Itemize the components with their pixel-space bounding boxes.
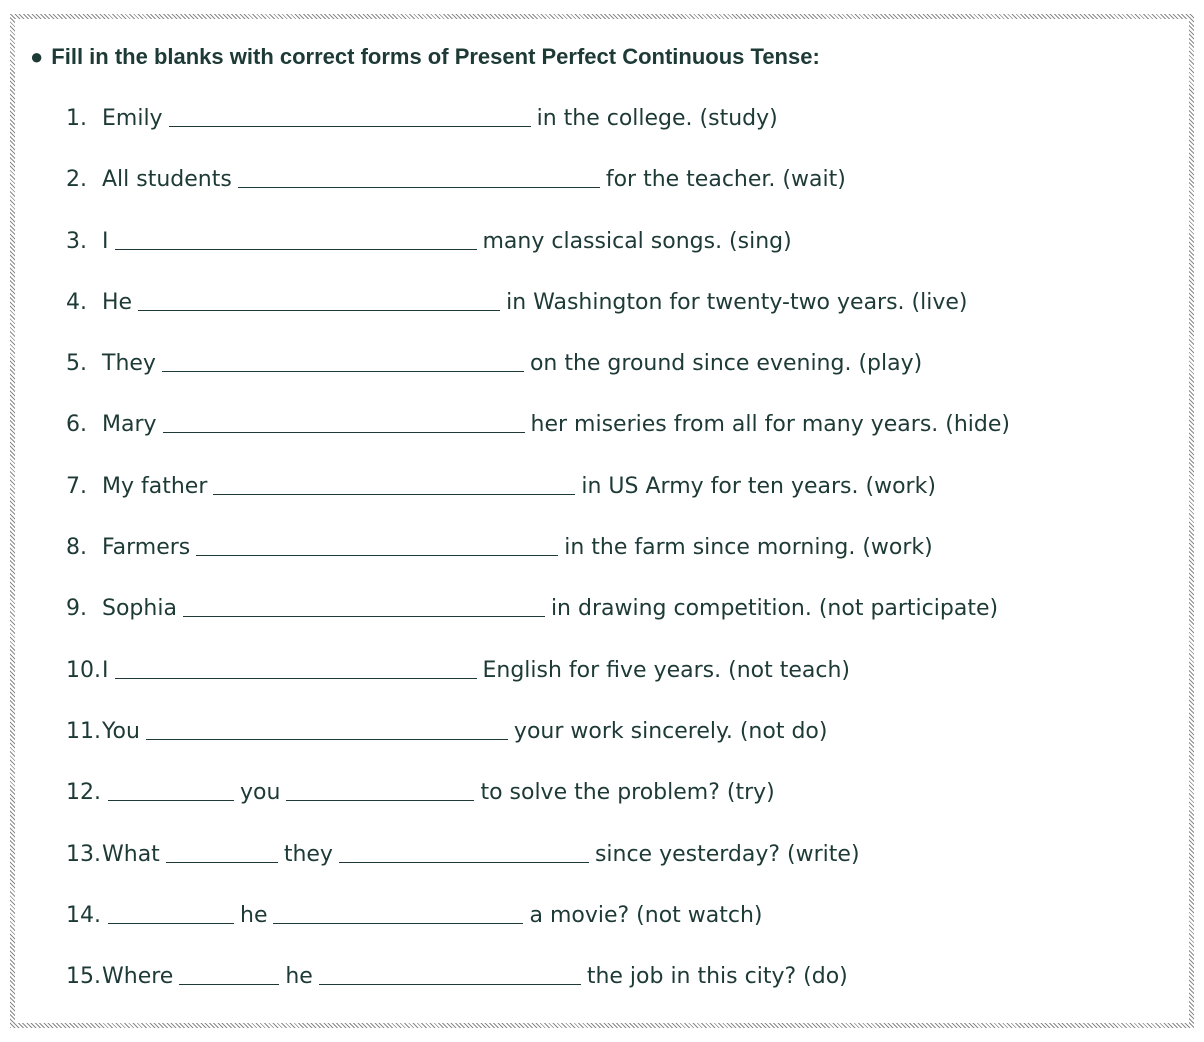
exercise-item-12 xyxy=(66,774,1010,835)
exercise-item-4 xyxy=(66,284,1010,345)
exercise-item-8 xyxy=(66,529,1010,590)
item-number: 5. xyxy=(66,351,87,377)
answer-blank[interactable] xyxy=(138,284,500,311)
item-rest: in Washington for twenty-two years. (live) xyxy=(506,289,968,315)
answer-blank[interactable] xyxy=(183,590,545,617)
item-subject: I xyxy=(102,228,109,254)
exercise-item-11 xyxy=(66,713,1010,774)
item-subject: Farmers xyxy=(102,535,191,561)
exercise-item-10 xyxy=(66,652,1010,713)
exercise-item-6 xyxy=(66,406,1010,467)
item-rest: the job in this city? (do) xyxy=(586,964,848,990)
item-middle: you xyxy=(240,780,281,806)
item-number: 14. xyxy=(66,902,101,928)
item-subject: My father xyxy=(102,473,208,499)
exercise-item-15 xyxy=(66,958,1010,1019)
answer-blank[interactable] xyxy=(339,836,589,863)
worksheet-heading xyxy=(30,44,820,70)
item-subject: They xyxy=(102,351,156,377)
answer-blank[interactable] xyxy=(115,652,477,679)
answer-blank[interactable] xyxy=(146,713,508,740)
item-rest: a movie? (not watch) xyxy=(529,902,763,928)
item-subject: He xyxy=(102,289,133,315)
item-rest: in drawing competition. (not participate) xyxy=(550,596,999,622)
answer-blank[interactable] xyxy=(179,958,279,985)
item-number: 4. xyxy=(66,289,87,315)
exercise-item-14 xyxy=(66,897,1010,958)
heading-text: Fill in the blanks with correct forms of Present Perfect Continuous Tense: xyxy=(51,44,820,69)
answer-blank[interactable] xyxy=(162,345,524,372)
item-subject: Emily xyxy=(102,106,163,131)
item-rest: on the ground since evening. (play) xyxy=(529,351,923,377)
exercise-item-1 xyxy=(66,100,1010,161)
heading-bullet: ● xyxy=(30,44,44,69)
item-subject: I xyxy=(102,657,109,683)
item-number: 2. xyxy=(66,167,87,193)
item-number: 3. xyxy=(66,228,87,254)
item-subject: What xyxy=(102,841,160,867)
item-number: 15. xyxy=(66,964,101,990)
item-subject: Mary xyxy=(102,412,157,438)
item-number: 12. xyxy=(66,780,101,806)
item-subject: Sophia xyxy=(102,596,177,622)
item-rest: your work sincerely. (not do) xyxy=(513,718,828,744)
exercise-item-9 xyxy=(66,590,1010,651)
item-middle: they xyxy=(283,841,333,867)
item-middle: he xyxy=(240,902,268,928)
exercise-item-2 xyxy=(66,161,1010,222)
item-number: 1. xyxy=(66,106,87,131)
item-rest: for the teacher. (wait) xyxy=(605,167,846,193)
item-rest: her miseries from all for many years. (hide) xyxy=(530,412,1010,438)
answer-blank[interactable] xyxy=(115,223,477,250)
answer-blank[interactable] xyxy=(213,468,575,495)
answer-blank[interactable] xyxy=(108,774,234,801)
item-subject: All students xyxy=(102,167,232,193)
item-rest: in US Army for ten years. (work) xyxy=(581,473,936,499)
answer-blank[interactable] xyxy=(169,100,531,127)
answer-blank[interactable] xyxy=(108,897,234,924)
item-number: 9. xyxy=(66,596,87,622)
answer-blank[interactable] xyxy=(238,161,600,188)
answer-blank[interactable] xyxy=(286,774,474,801)
item-rest: many classical songs. (sing) xyxy=(482,228,792,254)
item-number: 7. xyxy=(66,473,87,499)
item-rest: English for five years. (not teach) xyxy=(482,657,850,683)
answer-blank[interactable] xyxy=(319,958,581,985)
exercise-item-3 xyxy=(66,223,1010,284)
answer-blank[interactable] xyxy=(166,836,278,863)
item-rest: to solve the problem? (try) xyxy=(480,780,775,806)
exercise-item-5 xyxy=(66,345,1010,406)
item-number: 13. xyxy=(66,841,101,867)
exercise-list xyxy=(66,100,1010,1019)
exercise-item-13 xyxy=(66,836,1010,897)
item-number: 11. xyxy=(66,718,101,744)
item-rest: in the college. (study) xyxy=(536,106,778,131)
item-middle: he xyxy=(285,964,313,990)
answer-blank[interactable] xyxy=(196,529,558,556)
answer-blank[interactable] xyxy=(273,897,523,924)
item-subject: You xyxy=(102,718,140,744)
item-rest: since yesterday? (write) xyxy=(594,841,860,867)
item-number: 8. xyxy=(66,535,87,561)
answer-blank[interactable] xyxy=(163,406,525,433)
item-rest: in the farm since morning. (work) xyxy=(564,535,933,561)
exercise-item-7 xyxy=(66,468,1010,529)
item-number: 10. xyxy=(66,657,101,683)
item-subject: Where xyxy=(102,964,174,990)
item-number: 6. xyxy=(66,412,87,438)
